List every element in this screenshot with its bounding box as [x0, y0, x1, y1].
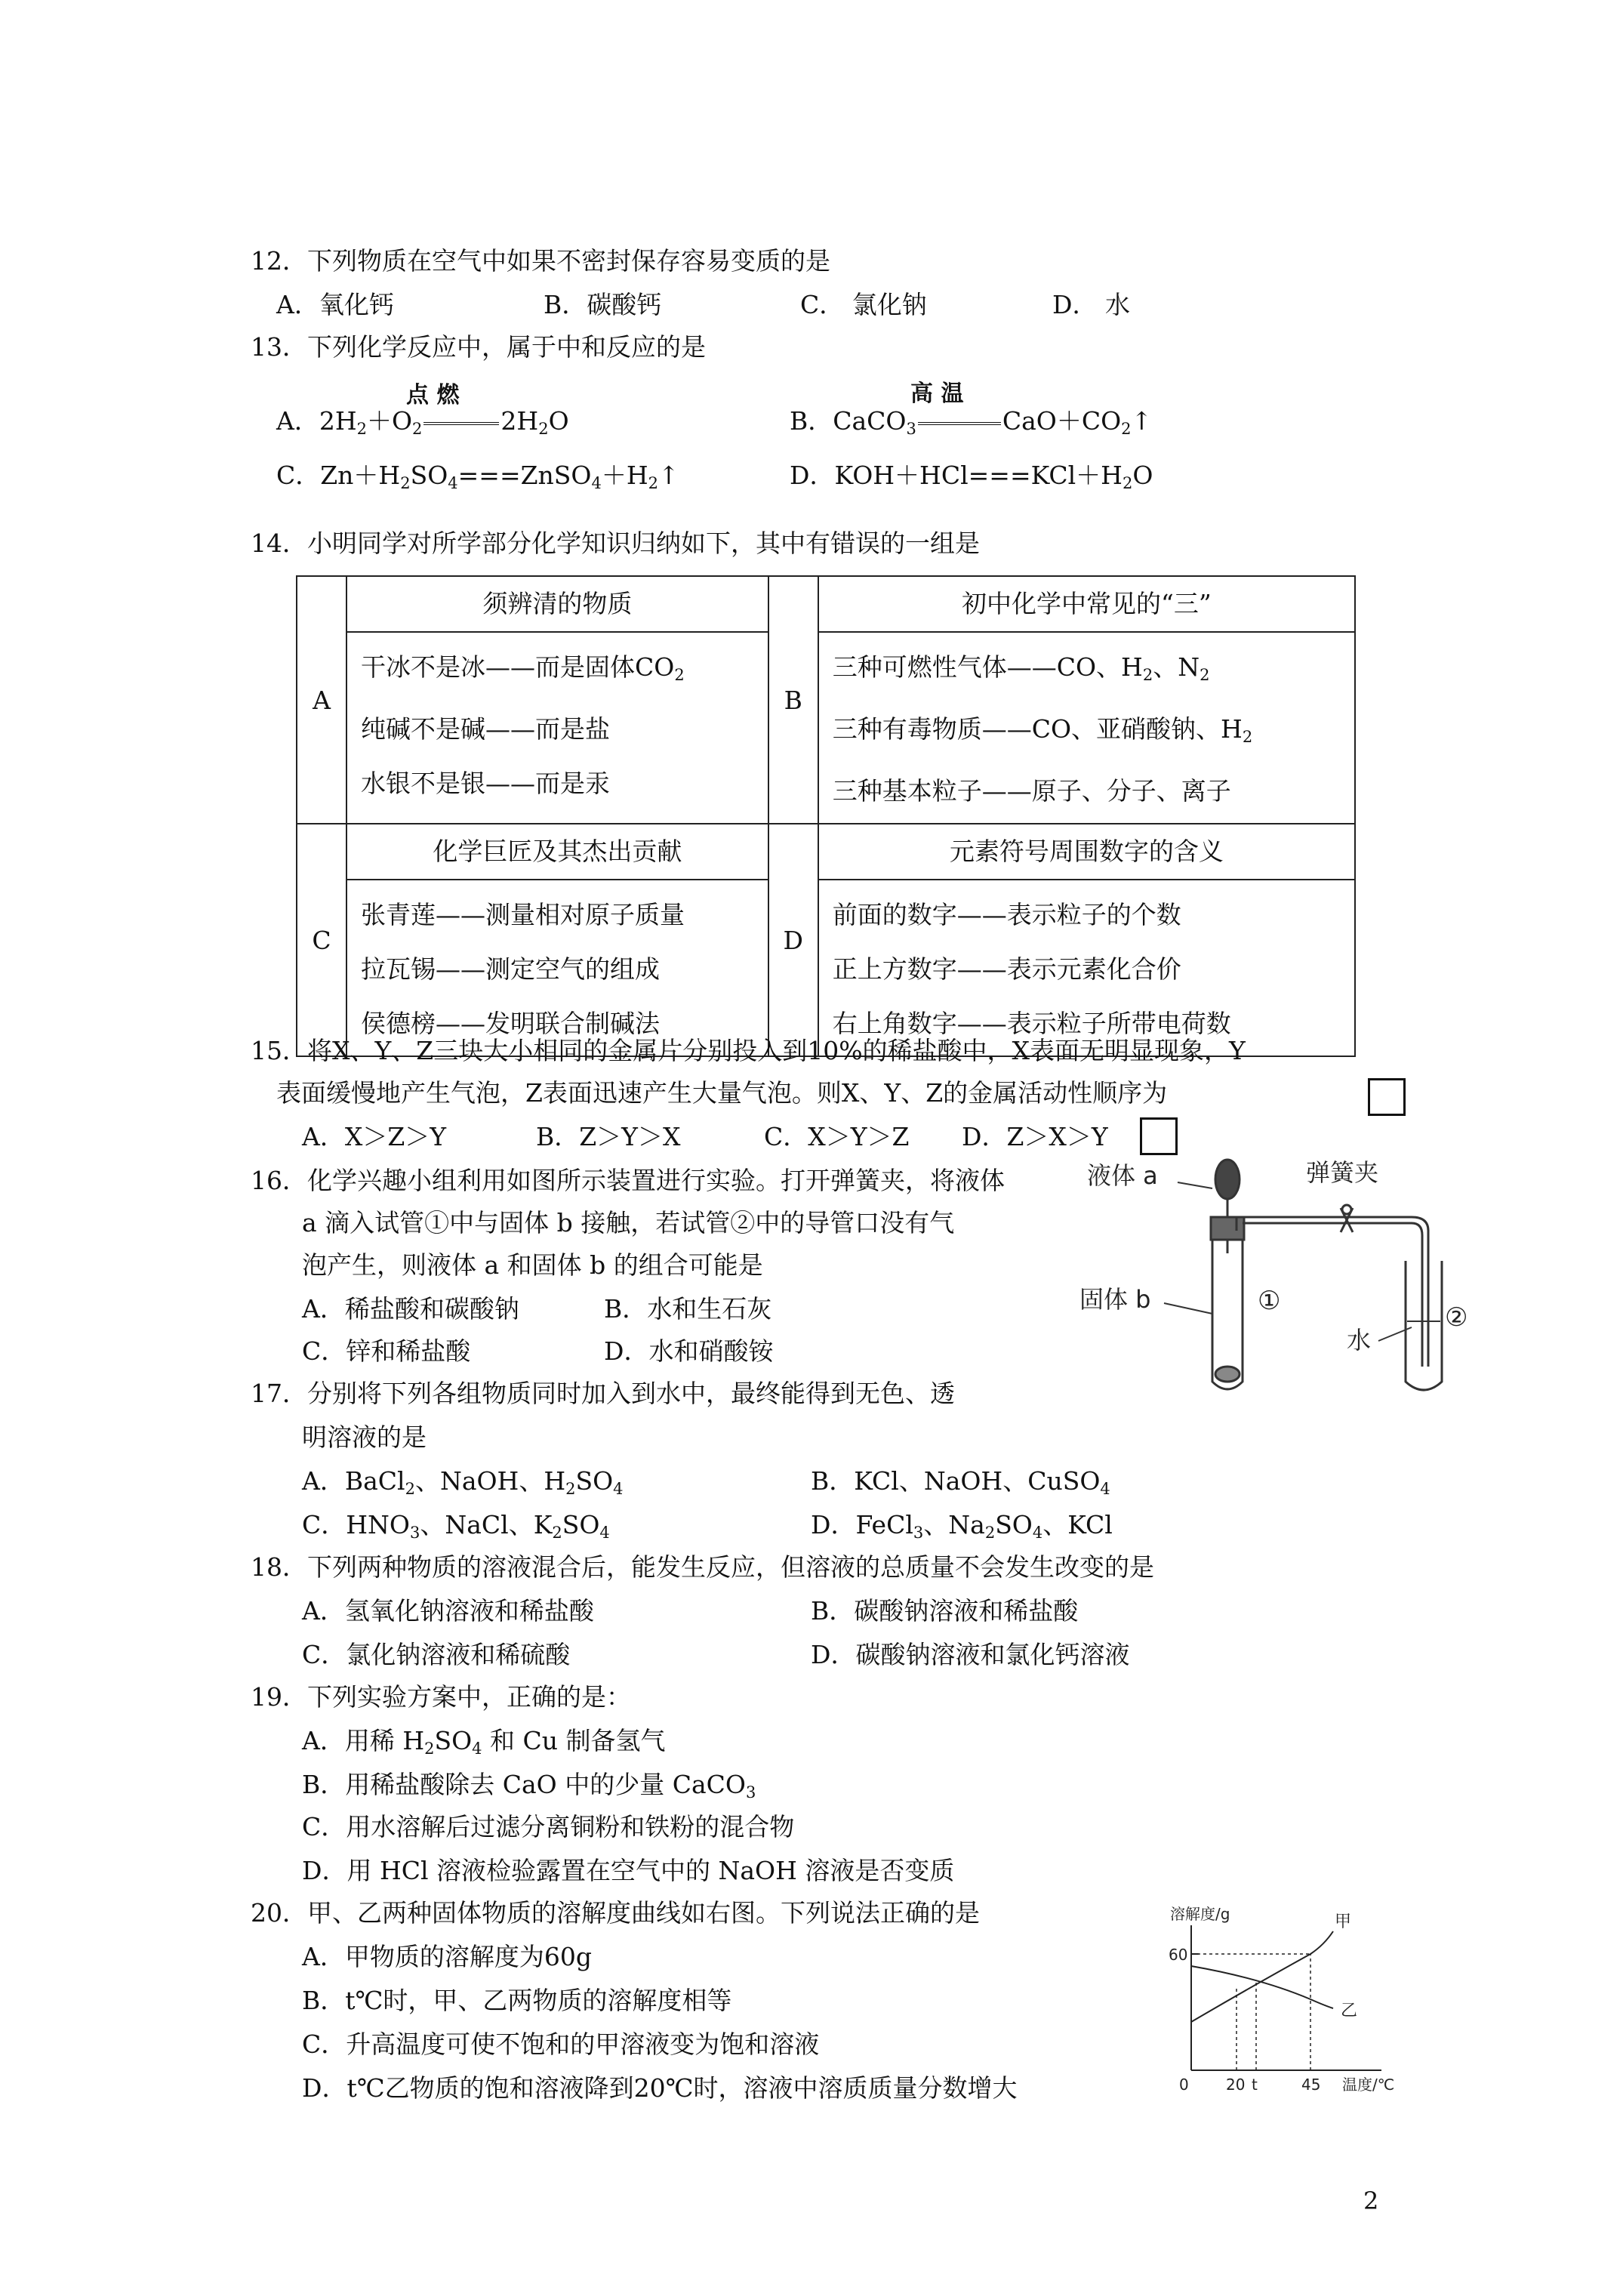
- q15-option-c: C．X＞Y＞Z: [764, 1122, 910, 1151]
- chart-xtick-45: 45: [1301, 2076, 1321, 2094]
- q18-option-a: A．氢氧化钠溶液和稀盐酸: [302, 1596, 594, 1626]
- q17-option-d: D．FeCl$_3$、$Na_2SO_4$、KCl: [811, 1510, 1113, 1542]
- q14-a-line-2: 纯碱不是碱——而是盐: [361, 714, 610, 744]
- q19-option-c: C．用水溶解后过滤分离铜粉和铁粉的混合物: [302, 1812, 795, 1841]
- q15-option-d: D．Z＞X＞Y: [962, 1122, 1108, 1151]
- q14-label-a: A: [297, 576, 346, 824]
- q13-stem: 13．下列化学反应中，属于中和反应的是: [251, 332, 706, 362]
- series-line-jia: [1191, 1931, 1333, 2022]
- q14-title-a: 须辨清的物质: [346, 576, 768, 632]
- q14-label-d: D: [768, 824, 818, 1056]
- label-solid-b: 固体 b: [1079, 1285, 1151, 1314]
- chart-xtick-20: 20: [1226, 2076, 1246, 2094]
- chart-ytick-60: 60: [1169, 1946, 1188, 1964]
- q14-c-line-3: 侯德榜——发明联合制碱法: [361, 1009, 660, 1038]
- q18-option-c: C．氯化钠溶液和稀硫酸: [302, 1640, 571, 1669]
- q17-line-2: 明溶液的是: [302, 1422, 427, 1452]
- dropper-bulb: [1215, 1160, 1240, 1199]
- q14-title-c: 化学巨匠及其杰出贡献: [346, 824, 768, 880]
- q14-title-b: 初中化学中常见的“三”: [818, 576, 1355, 632]
- q16-option-c: C．锌和稀盐酸: [302, 1336, 471, 1366]
- q14-label-c: C: [297, 824, 346, 1056]
- q14-table: [296, 575, 1356, 1057]
- q14-a-line-1: 干冰不是冰——而是固体CO: [361, 652, 675, 682]
- test-tube-2: [1406, 1261, 1442, 1390]
- series-label-jia: 甲: [1335, 1912, 1352, 1931]
- answer-box: [1368, 1078, 1406, 1116]
- q14-body-a: 干冰不是冰——而是固体$CO_2$ 纯碱不是碱——而是盐 水银不是银——而是汞: [346, 632, 768, 824]
- q17-option-c: C．$HNO_3$、NaCl、$K_2SO_4$: [302, 1510, 610, 1542]
- q12-option-c: C． 氯化钠: [800, 290, 927, 319]
- q16-line-2: a 滴入试管①中与固体 b 接触，若试管②中的导管口没有气: [302, 1208, 955, 1237]
- q13-option-b: B．CaCO$_3$ $CaO+CO_2↑$: [790, 406, 1153, 438]
- q15-line-1: 15．将X、Y、Z三块大小相同的金属片分别投入到10%的稀盐酸中，X表面无明显现象，Y: [251, 1036, 1246, 1065]
- q16-option-a: A．稀盐酸和碳酸钠: [302, 1294, 519, 1324]
- q12-option-d: D． 水: [1052, 290, 1130, 319]
- apparatus-diagram: [1079, 1148, 1472, 1404]
- stopper: [1211, 1217, 1244, 1240]
- q14-stem: 14．小明同学对所学部分化学知识归纳如下，其中有错误的一组是: [251, 529, 980, 558]
- chart-xlabel: 温度/℃: [1342, 2076, 1395, 2094]
- q17-option-b: B．KCl、NaOH、CuSO$_4$: [811, 1466, 1110, 1498]
- q14-body-c: [346, 880, 768, 1056]
- q18-option-b: B．碳酸钠溶液和稀盐酸: [811, 1596, 1079, 1626]
- q14-d-line-3: 右上角数字——表示粒子所带电荷数: [832, 1009, 1231, 1038]
- series-label-yi: 乙: [1341, 2002, 1358, 2020]
- q14-body-b: 三种可燃性气体——CO、$H_2$、$N_2$ 三种有毒物质——CO、亚硝酸钠、$H_2$ 三种基本粒子——原子、分子、离子: [818, 632, 1355, 824]
- q18-option-d: D．碳酸钠溶液和氯化钙溶液: [811, 1640, 1130, 1669]
- q15-option-a: A．X＞Z＞Y: [302, 1122, 447, 1151]
- q13-condition-ignite: 点 燃: [406, 382, 460, 408]
- q14-b-line-1: 三种可燃性气体——CO、H: [832, 652, 1143, 682]
- q19-stem: 19．下列实验方案中，正确的是：: [251, 1682, 631, 1712]
- label-spring-clip: 弹簧夹: [1306, 1158, 1379, 1187]
- chart-ylabel: 溶解度/g: [1170, 1905, 1230, 1923]
- q20-stem: 20．甲、乙两种固体物质的溶解度曲线如右图。下列说法正确的是: [251, 1898, 980, 1928]
- q16-option-b: B．水和生石灰: [604, 1294, 772, 1324]
- label-tube-2: ②: [1445, 1302, 1468, 1333]
- q20-option-a: A．甲物质的溶解度为60g: [302, 1942, 592, 1971]
- q13-option-d: D．$KOH+HCl===KCl+H_2O$: [790, 461, 1153, 492]
- q14-title-d: 元素符号周围数字的含义: [818, 824, 1355, 880]
- q13-condition-high-temp: 高 温: [910, 381, 964, 407]
- chart-xtick-t: t: [1252, 2076, 1258, 2094]
- q16-line-1: 16．化学兴趣小组利用如图所示装置进行实验。打开弹簧夹，将液体: [251, 1166, 1005, 1195]
- q20-option-c: C．升高温度可使不饱和的甲溶液变为饱和溶液: [302, 2029, 820, 2059]
- q16-option-d: D．水和硝酸铵: [604, 1336, 774, 1366]
- series-line-yi: [1191, 1966, 1333, 2008]
- q14-body-d: [818, 880, 1355, 1056]
- chart-xtick-0: 0: [1179, 2076, 1189, 2094]
- q14-b-line-3: 三种基本粒子——原子、分子、离子: [832, 776, 1231, 806]
- q14-a-line-3: 水银不是银——而是汞: [361, 769, 610, 798]
- q14-d-line-2: 正上方数字——表示元素化合价: [832, 954, 1181, 984]
- q14-label-b: B: [768, 576, 818, 824]
- q14-b-line-2: 三种有毒物质——CO、亚硝酸钠、H: [832, 714, 1243, 744]
- label-line-solid: [1164, 1303, 1212, 1314]
- q12-stem: 12．下列物质在空气中如果不密封保存容易变质的是: [251, 246, 830, 276]
- label-liquid-a: 液体 a: [1087, 1161, 1158, 1190]
- clip-head: [1342, 1205, 1351, 1214]
- q17-line-1: 17．分别将下列各组物质同时加入到水中，最终能得到无色、透: [251, 1379, 955, 1408]
- q19-option-b: B．用稀盐酸除去 CaO 中的少量 CaCO$_3$: [302, 1770, 756, 1801]
- q14-d-line-1: 前面的数字——表示粒子的个数: [832, 900, 1181, 929]
- label-water: 水: [1347, 1326, 1372, 1354]
- q19-option-d: D．用 HCl 溶液检验露置在空气中的 NaOH 溶液是否变质: [302, 1856, 955, 1885]
- q18-stem: 18．下列两种物质的溶液混合后，能发生反应，但溶液的总质量不会发生改变的是: [251, 1552, 1154, 1582]
- q12-option-b: B．碳酸钙: [544, 290, 662, 319]
- solubility-chart: [1163, 1903, 1419, 2099]
- page-number: 2: [1363, 2187, 1379, 2215]
- q19-option-a: A．用稀 $H_2SO_4$ 和 Cu 制备氢气: [302, 1726, 666, 1758]
- q20-option-d: D．t℃乙物质的饱和溶液降到20℃时，溶液中溶质质量分数增大: [302, 2073, 1018, 2103]
- q13-option-a: A．$2H_2+O_2$ $2H_2O$: [276, 406, 569, 438]
- q17-option-a: A．BaCl$_2$、NaOH、$H_2SO_4$: [302, 1466, 624, 1498]
- q15-option-b: B．Z＞Y＞X: [536, 1122, 681, 1151]
- label-tube-1: ①: [1258, 1286, 1281, 1316]
- q20-option-b: B．t℃时，甲、乙两物质的溶解度相等: [302, 1986, 732, 2015]
- solid-b: [1215, 1367, 1240, 1382]
- label-line-liquid: [1178, 1182, 1212, 1188]
- q12-option-a: A．氧化钙: [276, 290, 394, 319]
- q14-c-line-2: 拉瓦锡——测定空气的组成: [361, 954, 660, 984]
- q13-option-c: C．$Zn+H_2SO_4===ZnSO_4+H_2↑$: [276, 461, 679, 492]
- q14-c-line-1: 张青莲——测量相对原子质量: [361, 900, 685, 929]
- q15-line-2: 表面缓慢地产生气泡，Z表面迅速产生大量气泡。则X、Y、Z的金属活动性顺序为: [276, 1078, 1168, 1108]
- q16-line-3: 泡产生，则液体 a 和固体 b 的组合可能是: [302, 1250, 763, 1280]
